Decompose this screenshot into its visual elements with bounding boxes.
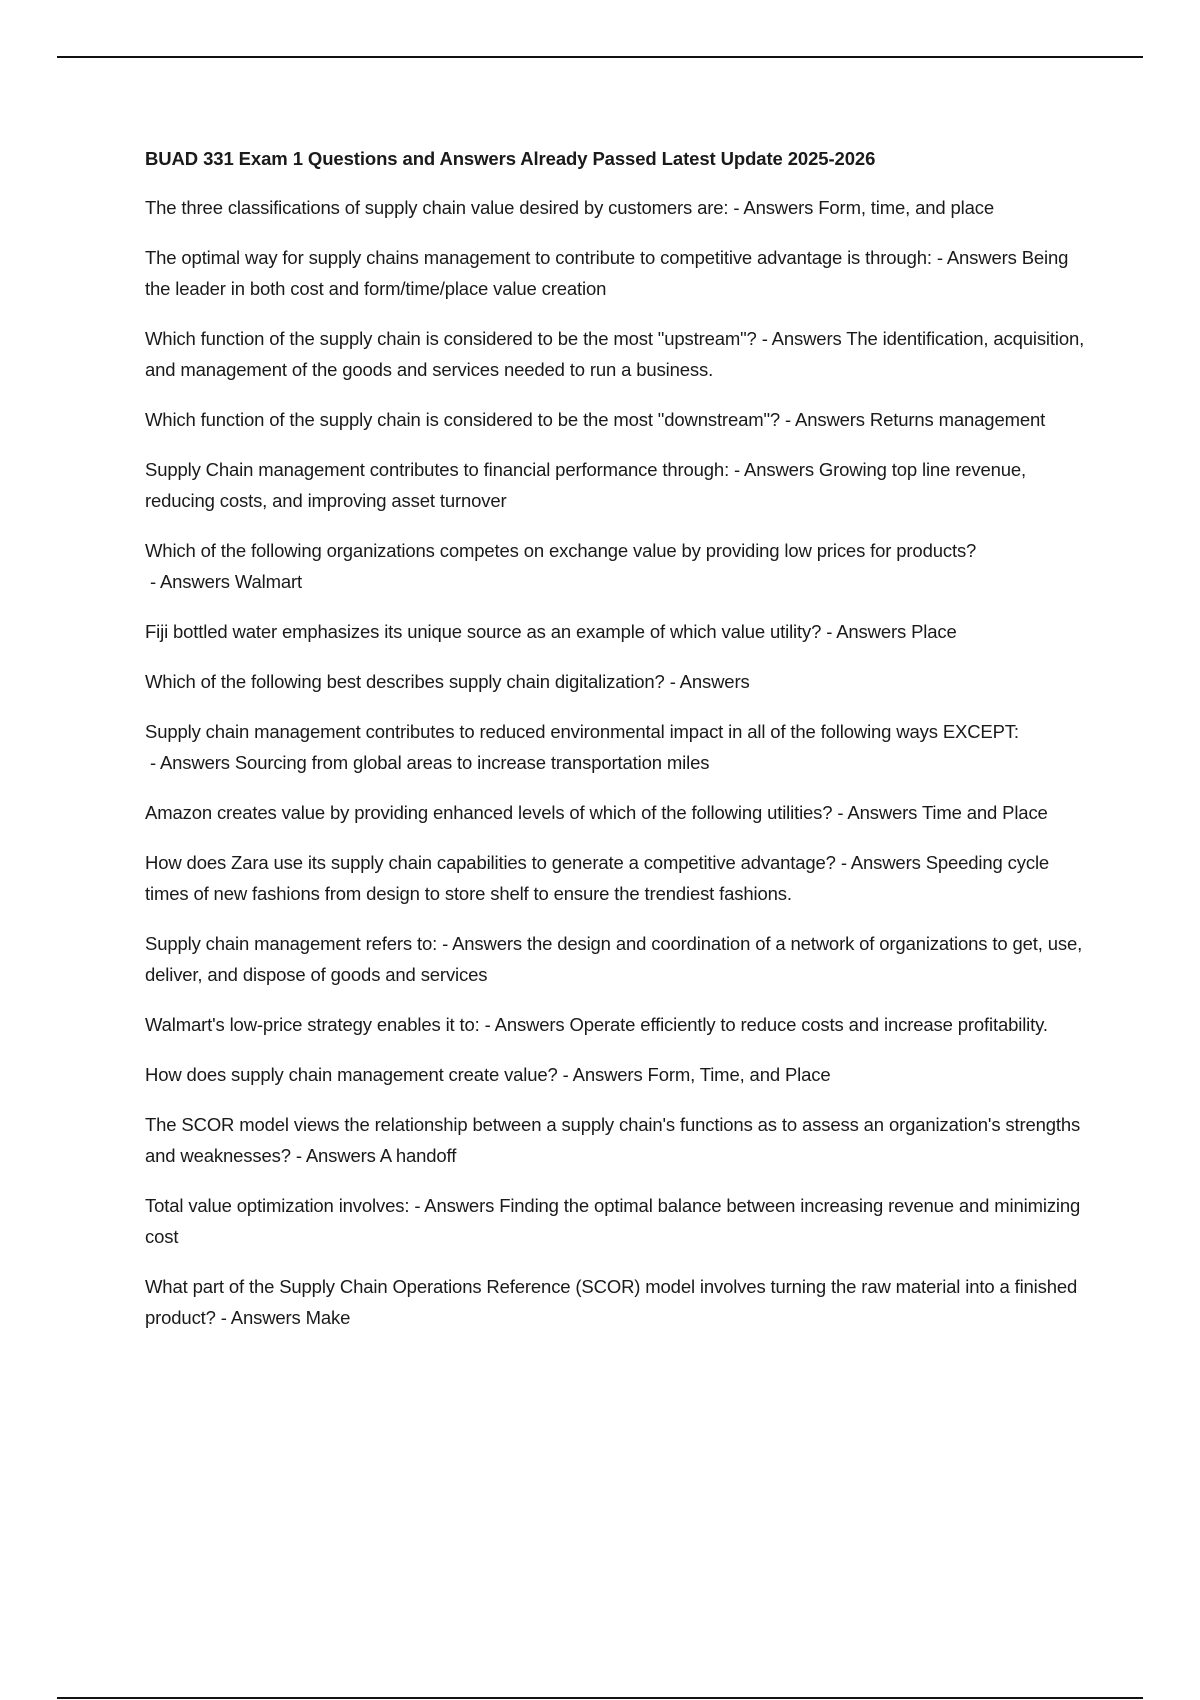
qa-item xyxy=(145,1109,1090,1171)
question-text: Fiji bottled water emphasizes its unique source as an example of which value utility? xyxy=(145,621,822,642)
qa-item xyxy=(145,1190,1090,1252)
document-title: BUAD 331 Exam 1 Questions and Answers Already Passed Latest Update 2025-2026 xyxy=(145,148,876,169)
answer-separator: - Answers xyxy=(145,571,235,592)
answer-text: Returns management xyxy=(869,409,1046,430)
question-text: Amazon creates value by providing enhanced levels of which of the following utilities? xyxy=(145,802,833,823)
qa-item xyxy=(145,1009,1090,1040)
question-text: Total value optimization involves: xyxy=(145,1195,410,1216)
qa-item xyxy=(145,323,1090,385)
answer-text: Speeding cycle times of new fashions from design to store shelf to ensure the trendiest fashions. xyxy=(145,852,1050,904)
answer-text: Finding the optimal balance between increasing revenue and minimizing cost xyxy=(145,1195,1081,1247)
answer-text: the design and coordination of a network of organizations to get, use, deliver, and dispose of goods and services xyxy=(145,933,1083,985)
question-text: The SCOR model views the relationship between a supply chain's functions as to assess an organization's strengths and weaknesses? xyxy=(145,1114,1081,1166)
answer-separator: - Answers xyxy=(664,671,755,692)
question-text: Which of the following best describes supply chain digitalization? xyxy=(145,671,665,692)
answer-separator: - Answers xyxy=(835,852,926,873)
answer-separator: - Answers xyxy=(215,1307,306,1328)
answer-separator: - Answers xyxy=(290,1145,380,1166)
qa-item xyxy=(145,242,1090,304)
question-text: How does Zara use its supply chain capabilities to generate a competitive advantage? xyxy=(145,852,836,873)
answer-separator: - Answers xyxy=(756,328,847,349)
answer-separator: - Answers xyxy=(780,409,870,430)
top-rule xyxy=(57,56,1143,58)
answer-separator: - Answers xyxy=(821,621,912,642)
qa-item xyxy=(145,192,1090,223)
qa-item xyxy=(145,1271,1090,1333)
answer-text: Make xyxy=(305,1307,351,1328)
answer-separator: - Answers xyxy=(728,197,819,218)
answer-text: A handoff xyxy=(379,1145,457,1166)
qa-item xyxy=(145,716,1090,778)
qa-item xyxy=(145,454,1090,516)
question-text: Supply Chain management contributes to financial performance through: xyxy=(145,459,730,480)
answer-separator: - Answers xyxy=(931,247,1022,268)
qa-item xyxy=(145,535,1090,597)
answer-text: Growing top line revenue, reducing costs, and improving asset turnover xyxy=(145,459,1026,511)
answer-text: Sourcing from global areas to increase transportation miles xyxy=(234,752,710,773)
answer-text: Being the leader in both cost and form/time/place value creation xyxy=(145,247,1069,299)
qa-item xyxy=(145,928,1090,990)
question-text: The optimal way for supply chains management to contribute to competitive advantage is through: xyxy=(145,247,932,268)
document-body xyxy=(145,144,1090,1352)
qa-item xyxy=(145,616,1090,647)
question-text: The three classifications of supply chain value desired by customers are: xyxy=(145,197,729,218)
answer-text: Walmart xyxy=(234,571,302,592)
question-text: Walmart's low-price strategy enables it to: xyxy=(145,1014,480,1035)
question-text: Supply chain management refers to: xyxy=(145,933,438,954)
question-text: How does supply chain management create value? xyxy=(145,1064,558,1085)
qa-item xyxy=(145,666,1090,697)
answer-text: Time and Place xyxy=(921,802,1048,823)
question-text: Which function of the supply chain is considered to be the most "downstream"? xyxy=(145,409,781,430)
question-text: Which function of the supply chain is considered to be the most "upstream"? xyxy=(145,328,757,349)
qa-item xyxy=(145,797,1090,828)
bottom-rule xyxy=(57,1697,1143,1699)
answer-separator: - Answers xyxy=(729,459,819,480)
answer-separator: - Answers xyxy=(437,933,527,954)
qa-item xyxy=(145,1059,1090,1090)
qa-list xyxy=(145,192,1090,1333)
question-text: Supply chain management contributes to reduced environmental impact in all of the following ways EXCEPT: xyxy=(145,721,1019,742)
question-text: Which of the following organizations competes on exchange value by providing low prices for products? xyxy=(145,540,977,561)
answer-text: Form, Time, and Place xyxy=(647,1064,831,1085)
question-text: What part of the Supply Chain Operations Reference (SCOR) model involves turning the raw material into a finished product? xyxy=(145,1276,1078,1328)
answer-separator: - Answers xyxy=(145,752,235,773)
answer-text: Form, time, and place xyxy=(818,197,995,218)
answer-separator: - Answers xyxy=(479,1014,570,1035)
answer-text: Place xyxy=(911,621,957,642)
answer-text: The identification, acquisition, and management of the goods and services needed to run a business. xyxy=(145,328,1085,380)
answer-text: Operate efficiently to reduce costs and increase profitability. xyxy=(569,1014,1048,1035)
qa-item xyxy=(145,847,1090,909)
qa-item xyxy=(145,404,1090,435)
answer-separator: - Answers xyxy=(832,802,922,823)
answer-separator: - Answers xyxy=(557,1064,648,1085)
answer-separator: - Answers xyxy=(409,1195,500,1216)
